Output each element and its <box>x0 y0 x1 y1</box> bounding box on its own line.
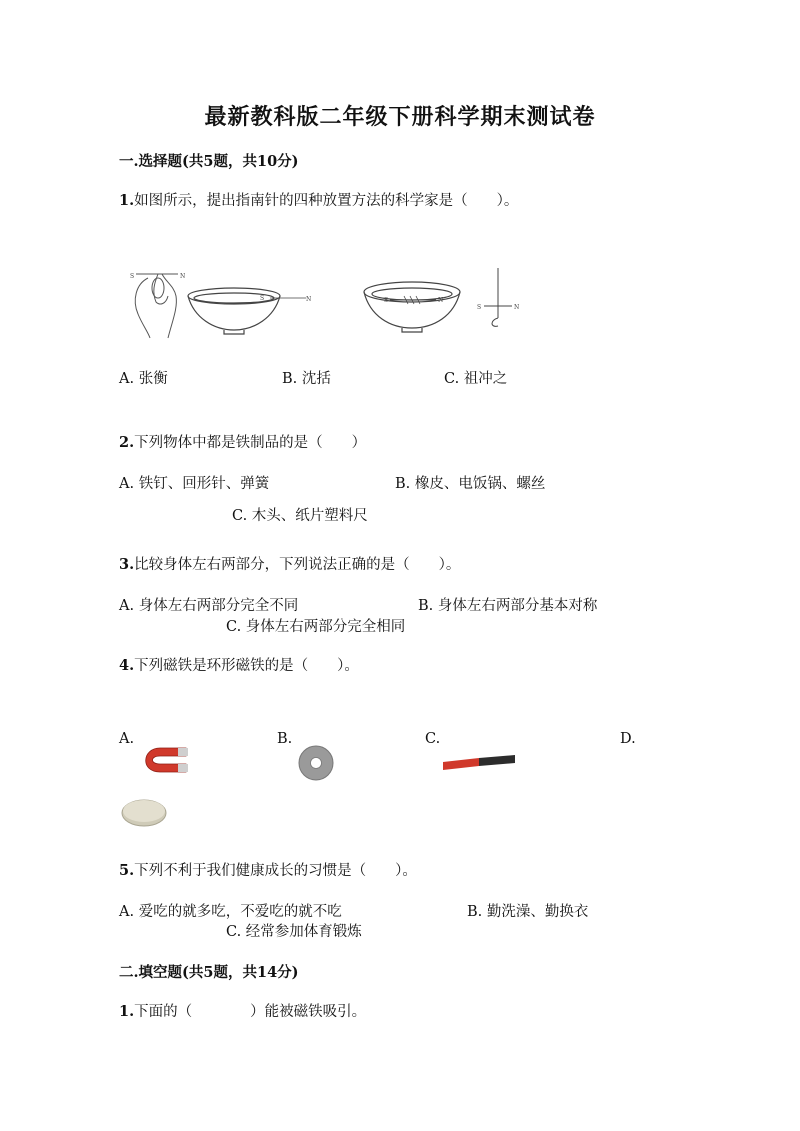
hanging-thread-icon <box>484 268 512 326</box>
compass-placement-figure <box>128 262 528 342</box>
label-n: N <box>438 297 444 304</box>
label-s: S <box>260 295 265 302</box>
q1-option-c[interactable]: C. 祖冲之 <box>444 371 508 387</box>
question-3 <box>119 553 460 574</box>
q4-option-b[interactable]: B. <box>277 731 293 747</box>
q5-option-a[interactable]: A. 爱吃的就多吃，不爱吃的就不吃 <box>119 904 342 920</box>
q5-option-b[interactable]: B. 勤洗澡、勤换衣 <box>467 904 589 920</box>
question-number: 1. <box>119 192 135 209</box>
bar-magnet-icon <box>441 754 519 772</box>
label-n: N <box>180 273 186 280</box>
question-number: 3. <box>119 556 135 573</box>
hand-hold-needle-icon <box>135 274 178 338</box>
question-number: 4. <box>119 657 135 674</box>
section-heading-fill: 二.填空题(共5题，共14分) <box>119 964 299 981</box>
q4-option-c[interactable]: C. <box>425 731 441 747</box>
question-number: 5. <box>119 862 135 879</box>
question-number: 1. <box>119 1003 135 1020</box>
q2-option-c[interactable]: C. 木头、纸片塑料尺 <box>232 508 368 524</box>
q3-option-a[interactable]: A. 身体左右两部分完全不同 <box>119 598 299 614</box>
ring-magnet-icon <box>296 743 336 783</box>
label-s: S <box>384 297 389 304</box>
question-text: 下列物体中都是铁制品的是（ ） <box>134 435 367 451</box>
question-text: 比较身体左右两部分，下列说法正确的是（ ）。 <box>134 557 461 573</box>
label-s: S <box>130 273 135 280</box>
q2-option-a[interactable]: A. 铁钉、回形针、弹簧 <box>119 476 270 492</box>
q1-option-b[interactable]: B. 沈括 <box>282 371 331 387</box>
q3-option-b[interactable]: B. 身体左右两部分基本对称 <box>418 598 598 614</box>
q3-option-c[interactable]: C. 身体左右两部分完全相同 <box>226 619 406 635</box>
fill-question-1 <box>119 1000 366 1021</box>
question-number: 2. <box>119 434 135 451</box>
question-text: 如图所示，提出指南针的四种放置方法的科学家是（ ）。 <box>134 193 519 209</box>
q1-option-a[interactable]: A. 张衡 <box>119 371 168 387</box>
question-1 <box>119 189 518 210</box>
horseshoe-magnet-icon <box>136 740 192 780</box>
label-n: N <box>306 296 312 303</box>
bowl-rim-icon <box>188 288 306 334</box>
question-4 <box>119 654 359 675</box>
label-n: N <box>514 304 520 311</box>
question-text: 下列磁铁是环形磁铁的是（ ）。 <box>134 658 359 674</box>
section-heading-choice: 一.选择题(共5题，共10分) <box>119 153 299 170</box>
page-title: 最新教科版二年级下册科学期末测试卷 <box>204 104 596 130</box>
bowl-water-float-icon <box>364 282 460 332</box>
label-s: S <box>477 304 482 311</box>
question-text: 下列不利于我们健康成长的习惯是（ ）。 <box>134 863 417 879</box>
question-text: 下面的（ ）能被磁铁吸引。 <box>134 1004 367 1020</box>
q2-option-b[interactable]: B. 橡皮、电饭锅、螺丝 <box>395 476 546 492</box>
q5-option-c[interactable]: C. 经常参加体育锻炼 <box>226 924 362 940</box>
question-5 <box>119 859 417 880</box>
q4-option-a[interactable]: A. <box>119 731 135 747</box>
q4-option-d[interactable]: D. <box>620 731 636 747</box>
disc-magnet-icon <box>120 795 170 829</box>
question-2 <box>119 431 366 452</box>
